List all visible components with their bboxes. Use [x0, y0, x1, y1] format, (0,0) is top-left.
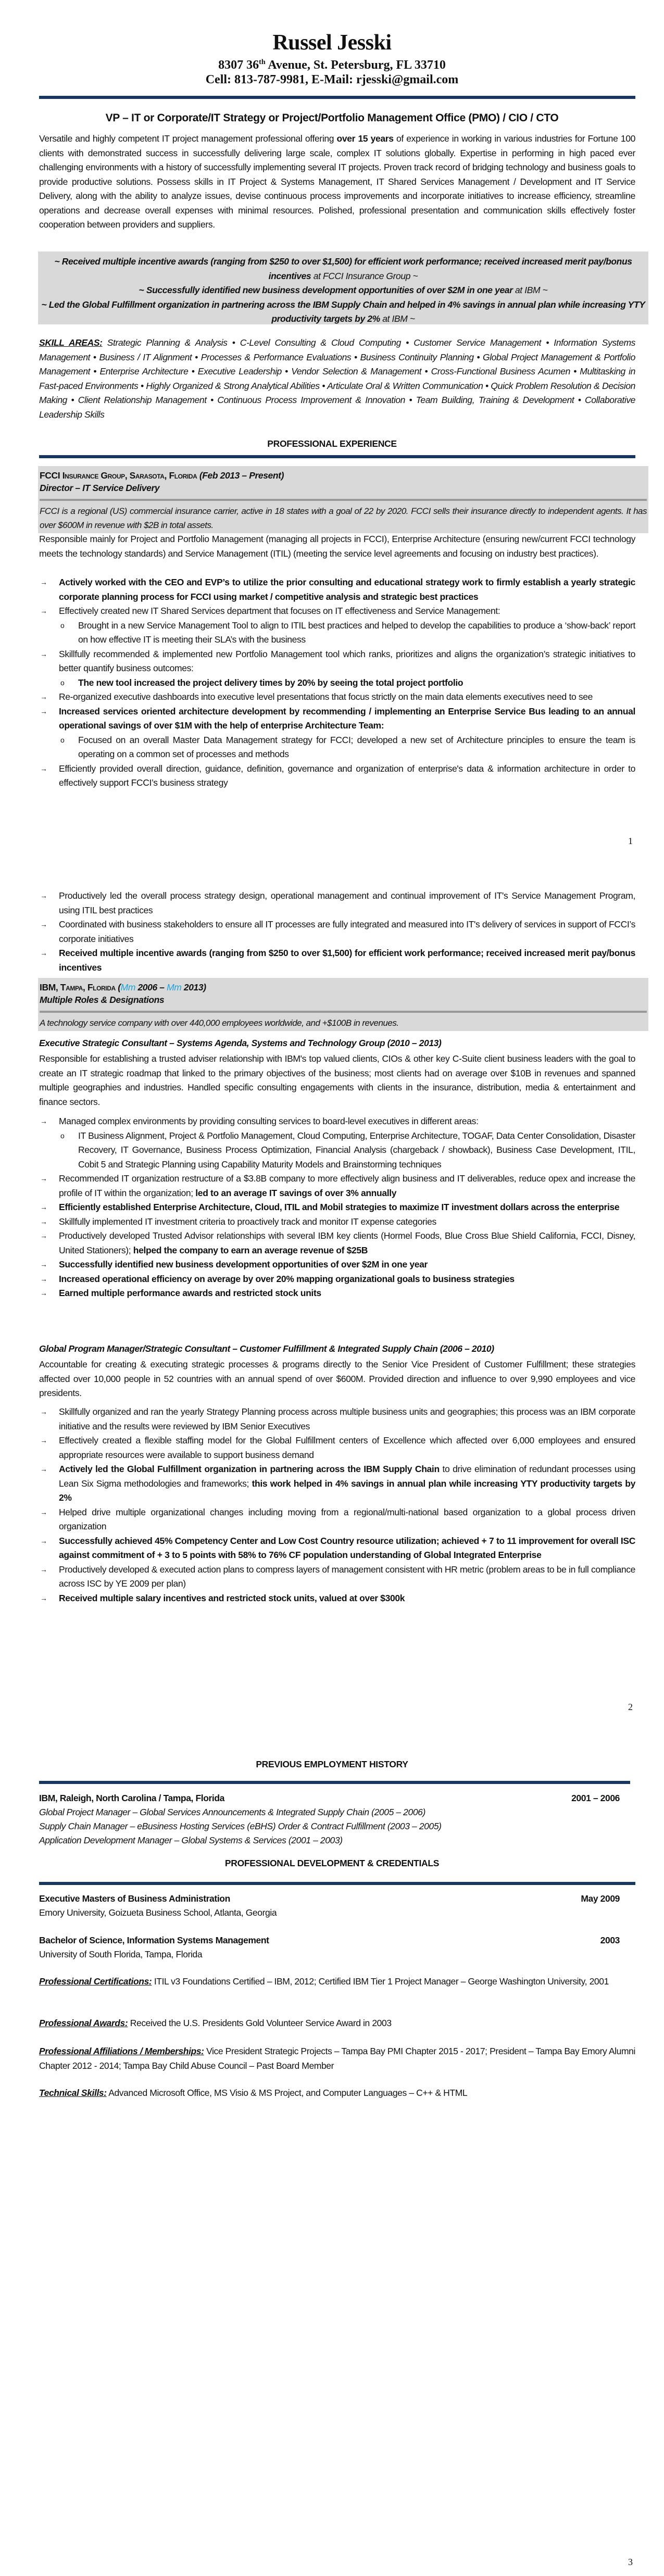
- bullet-item: [39, 1462, 635, 1505]
- arrow-bullet-icon: →: [40, 1465, 47, 1473]
- bullet-item: [39, 1563, 635, 1591]
- bullet-item: [39, 1229, 635, 1258]
- education-item: [39, 1933, 620, 1962]
- skill-areas-label: SKILL AREAS:: [39, 337, 103, 348]
- bullet-item: [39, 690, 635, 705]
- company-separator: [40, 499, 647, 501]
- sub-bullet-list: [59, 676, 635, 690]
- page-number: 2: [628, 1702, 633, 1712]
- role-title: Executive Strategic Consultant – Systems Agenda, Systems and Technology Group (2010 – 2013): [39, 1038, 442, 1048]
- bullet-item: [39, 1172, 635, 1200]
- credential-label: Professional Awards:: [39, 2018, 128, 2028]
- sub-bullet-list: [59, 733, 635, 762]
- month-placeholder: Mm: [120, 982, 135, 992]
- company-description: FCCI is a regional (US) commercial insurance carrier, active in 18 states with a goal of 22 by 2020. FCCI sells their insurance directly to independent agents. It has over $600M in revenue with $2B in total assets.: [40, 506, 647, 530]
- degree: Executive Masters of Business Administration: [39, 1893, 230, 1904]
- page-number: 1: [628, 836, 633, 846]
- previous-role: Supply Chain Manager – eBusiness Hosting Services (eBHS) Order & Contract Fulfillment (2003 – 2005): [39, 1821, 442, 1831]
- arrow-bullet-icon: →: [40, 578, 47, 586]
- bullet-item: [39, 1272, 635, 1287]
- bullet-text-bold: led to an average IT savings of over 3% annually: [195, 1187, 397, 1198]
- arrow-bullet-icon: →: [40, 1260, 47, 1268]
- bullet-text: Skillfully recommended & implemented new Portfolio Management tool which ranks, prioritizes and aligns the organization’s strategic initiatives to better quantify business outcomes:: [59, 648, 635, 673]
- bullet-text-bold: Actively led the Global Fulfillment organization in partnering across the IBM Supply Chain: [59, 1464, 440, 1474]
- skill-areas-list: Strategic Planning & Analysis • C-Level Consulting & Cloud Computing • Customer Service Management • Information Systems Management • Business / IT Alignment • Processes & Performance Evaluations • Business Continuity Planning • Global Project Management & Portfolio Management • Enterprise Architecture • Executive Leadership • Vendor Selection & Management • Cross-Functional Business Acumen • Multitasking in Fast-paced Environments • Highly Organized & Strong Analytical Abilities • Articulate Oral & Written Communication • Quick Problem Resolution & Decision Making • Client Relationship Management • Continuous Process Improvement & Innovation • Team Building, Training & Development • Collaborative Leadership Skills: [39, 337, 635, 420]
- bullet-text: Helped drive multiple organizational changes including moving from a regional/multi-national based organization to a global process driven organization: [59, 1506, 635, 1531]
- arrow-bullet-icon: →: [40, 949, 47, 957]
- sub-bullet-item: [39, 1129, 635, 1172]
- contact-line: Cell: 813-787-9981, E-Mail: rjesski@gmail.com: [205, 73, 459, 86]
- bullet-item: [39, 1405, 635, 1434]
- arrow-bullet-icon: →: [40, 1274, 47, 1283]
- bullet-text: Increased operational efficiency on average by over 20% mapping organizational goals to business strategies: [59, 1273, 515, 1284]
- arrow-bullet-icon: →: [40, 1203, 47, 1211]
- company-description: A technology service company with over 440,000 employees worldwide, and +$100B in revenues.: [40, 1018, 399, 1028]
- section-title-experience: PROFESSIONAL EXPERIENCE: [267, 438, 397, 449]
- company-header-fcci: [38, 466, 648, 533]
- bullet-text: Successfully achieved 45% Competency Center and Low Cost Country resource utilization; achieved + 7 to 11 improvement for overall ISC against commitment of + 3 to 5 points with 58% to 76% CF population understanding of Global Integrated Enterprise: [59, 1535, 635, 1560]
- career-headline: VP – IT or Corporate/IT Strategy or Project/Portfolio Management Office (PMO) / CIO / CTO: [105, 112, 559, 124]
- award-bold: ~ Led the Global Fulfillment organization in partnering across the IBM Supply Chain and helped in 4% savings in annual plan while increasing YTY productivity targets by 2%: [41, 299, 645, 324]
- page-number: 3: [628, 2557, 633, 2567]
- section-divider: [39, 455, 635, 458]
- arrow-bullet-icon: →: [40, 920, 47, 928]
- bullet-text: Coordinated with business stakeholders to ensure all IT processes are fully integrated and measured into IT's delivery of services in support of FCCI’s corporate initiatives: [59, 919, 635, 944]
- award-bold: ~ Successfully identified new business development opportunities of over $2M in one year: [139, 285, 513, 295]
- credential-technical: [39, 2086, 635, 2101]
- bullet-item: [39, 1534, 635, 1563]
- bullet-item: [39, 575, 635, 604]
- award-line: [38, 283, 648, 298]
- bullet-item: [39, 1286, 635, 1301]
- company-name: [40, 469, 647, 482]
- arrow-bullet-icon: →: [40, 1536, 47, 1545]
- degree: Bachelor of Science, Information Systems Management: [39, 1935, 269, 1945]
- circle-bullet-icon: o: [60, 735, 65, 744]
- credential-text: ITIL v3 Foundations Certified – IBM, 2012; Certified IBM Tier 1 Project Manager – George Washington University, 2001: [152, 1976, 609, 1987]
- previous-company: [39, 1791, 620, 1805]
- arrow-bullet-icon: →: [40, 891, 47, 900]
- arrow-bullet-icon: →: [40, 1174, 47, 1183]
- arrow-bullet-icon: →: [40, 764, 47, 773]
- sub-bullet-text: Focused on an overall Master Data Management strategy for FCCI; developed a new set of Architecture principles to ensure the team is operating on a common set of processes and methods: [78, 734, 635, 759]
- sub-bullet-item: [39, 676, 635, 690]
- bullet-text: Re-organized executive dashboards into executive level presentations that focus strictly on the main data elements executives need to see: [59, 692, 593, 702]
- credential-text: Vice President Strategic Projects – Tampa Bay PMI Chapter 2015 - 2017; President – Tampa Bay Emory Alumni Chapter 2012 - 2014; Tampa Bay Child Abuse Council – Past Board Member: [39, 2046, 635, 2071]
- bullet-item: [39, 1505, 635, 1534]
- arrow-bullet-icon: →: [40, 1565, 47, 1574]
- previous-dates: 2001 – 2006: [571, 1793, 620, 1803]
- bullet-text: Earned multiple performance awards and restricted stock units: [59, 1288, 321, 1298]
- bullet-item: [39, 762, 635, 790]
- awards-highlight-box: [38, 252, 648, 324]
- bullet-text: Efficiently provided overall direction, guidance, definition, governance and organization of enterprise's data & information architecture in order to effectively support FCCI’s business strategy: [59, 763, 635, 788]
- fcci-bullets-page2: [39, 889, 635, 975]
- bullet-text: Effectively created a flexible staffing model for the Global Fulfillment centers of Excellence which affected over 6,000 employees and ensured appropriate resources were available to support business demand: [59, 1435, 635, 1460]
- award-place: at IBM ~: [380, 313, 415, 324]
- sub-bullet-text: IT Business Alignment, Project & Portfolio Management, Cloud Computing, Enterprise Architecture, TOGAF, Data Center Consolidation, Disaster Recovery, IT Governance, Business Process Optimization, Financial Analysis (chargeback / showback), Business Case Development, ITIL, Cobit 5 and Strategic Planning using Capability Maturity Models and Brainstorming techniques: [78, 1130, 635, 1170]
- bullet-text: Recommended IT organization restructure of a $3.8B company to more effectively align business and IT deliverables, reduce opex and increase the profile of IT within the organization;: [59, 1173, 635, 1198]
- credential-label: Professional Certifications:: [39, 1976, 152, 1987]
- summary-paragraph: [39, 132, 635, 232]
- credential-awards: [39, 2016, 635, 2031]
- credential-label: Professional Affiliations / Memberships:: [39, 2046, 204, 2056]
- bullet-item: [39, 889, 635, 918]
- company-title: IBM, Tampa, Florida: [40, 982, 116, 992]
- sub-bullet-list: [59, 619, 635, 647]
- bullet-item: [39, 705, 635, 762]
- arrow-bullet-icon: →: [40, 707, 47, 715]
- arrow-bullet-icon: →: [40, 1232, 47, 1240]
- company-header-ibm: [38, 978, 648, 1031]
- award-line: [38, 298, 648, 326]
- bullet-text: Productively developed Trusted Advisor relationships with several IBM key clients (Hormel Foods, Blue Cross Blue Shield California, FCCI, Disney, United Stationers);: [59, 1230, 635, 1255]
- arrow-bullet-icon: →: [40, 1436, 47, 1444]
- sub-bullet-text: The new tool increased the project delivery times by 20% by seeing the total project portfolio: [78, 677, 463, 688]
- award-place: at FCCI Insurance Group ~: [311, 270, 418, 281]
- credential-text: Received the U.S. Presidents Gold Volunteer Service Award in 2003: [128, 2018, 392, 2028]
- circle-bullet-icon: o: [60, 1131, 65, 1140]
- bullet-text: Successfully identified new business development opportunities of over $2M in one year: [59, 1259, 428, 1270]
- bullet-text: Actively worked with the CEO and EVP’s to utilize the prior consulting and educational strategy work to firmly establish a yearly strategic corporate planning process for FCCI using market / competitive analysis and strategic best practices: [59, 577, 635, 602]
- bullet-item: [39, 1591, 635, 1606]
- bullet-item: [39, 1114, 635, 1172]
- skill-areas: [39, 336, 635, 422]
- job-title: Director – IT Service Delivery: [40, 483, 160, 493]
- page-1: [0, 0, 664, 859]
- role-intro: Responsible for establishing a trusted adviser relationship with IBM's top valued clients, CIOs & other key C-Suite client business leaders with the goal to create an IT strategic roadmap that linked to the primary objectives of the business; most clients had on average over $10B in revenues and spanned multiple geographies and industries. Handled specific consulting engagements with clients in the insurance, distribution, media & entertainment and finance sectors.: [39, 1053, 635, 1107]
- company-separator: [40, 1011, 647, 1013]
- page-2: [0, 859, 664, 1718]
- degree-date: 2003: [600, 1935, 620, 1945]
- sub-bullet-item: [39, 733, 635, 762]
- award-bold: ~ Received multiple incentive awards (ranging from $250 to over $1,500) for efficient work performance; received increased merit pay/bonus incentives: [54, 256, 632, 281]
- bullet-item: [39, 1215, 635, 1229]
- bullet-item: [39, 1200, 635, 1215]
- summary-text: Versatile and highly competent IT project management professional offering: [39, 133, 337, 144]
- arrow-bullet-icon: →: [40, 1117, 47, 1125]
- bullet-text: Skillfully organized and ran the yearly Strategy Planning process across multiple business units and geographies; this process was an IBM corporate initiative and the results were reviewed by IBM Senior Executives: [59, 1406, 635, 1431]
- previous-role: Global Project Manager – Global Services Announcements & Integrated Supply Chain (2005 – 2006): [39, 1807, 425, 1817]
- header-divider: [39, 96, 635, 99]
- candidate-name: Russel Jesski: [272, 31, 392, 55]
- sub-bullet-item: [39, 619, 635, 647]
- summary-text-cont: of experience in working in various industries for Fortune 100 clients with demonstrated success in successfully delivering large scale, complex IT solutions globally. Expertise in performing in high paced ever challenging environments with a history of successfully implementing several IT projects. Proven track record of bridging technology and business goals to provide productive solutions. Possess skills in IT Project & Systems Management, IT Shared Services Management / Development and IT Service Delivery, along with the ability to analyze issues, devise continuous process improvements and incorporate initiatives to increase efficiency, streamline operations and decrease overall expenses with minimal resources. Polished, professional presentation and communication skills effectively foster cooperation between providers and suppliers.: [39, 133, 635, 230]
- credential-certifications: [39, 1975, 635, 1989]
- section-divider: [39, 1882, 635, 1885]
- bullet-text: Productively developed & executed action plans to compress layers of management consistent with HR metric (problem areas to be in full compliance across ISC by YE 2009 per plan): [59, 1564, 635, 1589]
- school: University of South Florida, Tampa, Florida: [39, 1949, 203, 1959]
- company-title: FCCI Insurance Group, Sarasota, Florida: [40, 470, 197, 481]
- address-sup: th: [259, 58, 266, 66]
- bullet-item: [39, 946, 635, 975]
- credential-label: Technical Skills:: [39, 2088, 107, 2098]
- fcci-intro: Responsible mainly for Project and Portfolio Management (managing all projects in FCCI), Enterprise Architecture (ensuring new/current FCCI technology meets the technology standards) and Service Management (ITIL) (meeting the service level agreements and focusing on industry best practices).: [39, 534, 635, 559]
- address-street: Avenue, St. Petersburg, FL 33710: [265, 58, 446, 72]
- bullet-text: Increased services oriented architecture development by recommending / implementing an Enterprise Service Bus leading to an annual operational savings of over $1M with the help of enterprise Architecture Team:: [59, 706, 635, 731]
- date-range: 2006 –: [135, 982, 167, 992]
- bullet-text: Received multiple salary incentives and restricted stock units, valued at over $300k: [59, 1592, 405, 1603]
- role-intro: Accountable for creating & executing strategic processes & programs directly to the Senior Vice President of Customer Fulfillment; these strategies affected over 10,000 people in 52 countries with an annual spend of over $600M. Provided direction and influence to over 9,990 employees and vice presidents.: [39, 1359, 635, 1398]
- credential-affiliations: [39, 2044, 635, 2073]
- previous-role: Application Development Manager – Global Systems & Services (2001 – 2003): [39, 1835, 343, 1845]
- sub-bullet-list: [59, 1129, 635, 1172]
- bullet-text: Managed complex environments by providing consulting services to board-level executives in different areas:: [59, 1116, 479, 1126]
- bullet-text: Productively led the overall process strategy design, operational management and continual improvement of IT's Service Management Program, using ITIL best practices: [59, 890, 635, 915]
- fcci-bullets-page1: [39, 575, 635, 790]
- circle-bullet-icon: o: [60, 678, 65, 687]
- date-paren: (: [115, 982, 121, 992]
- page-3: [0, 1718, 664, 2576]
- date-end: 2013): [181, 982, 206, 992]
- bullet-item: [39, 604, 635, 647]
- award-line: [38, 255, 648, 283]
- bullet-item: [39, 1434, 635, 1462]
- role-title: Global Program Manager/Strategic Consultant – Customer Fulfillment & Integrated Supply Chain (2006 – 2010): [39, 1343, 494, 1354]
- bullet-text-bold: helped the company to earn an average revenue of $25B: [133, 1245, 368, 1255]
- company-dates: (Feb 2013 – Present): [197, 470, 284, 481]
- bullet-text: Effectively created new IT Shared Services department that focuses on IT effectiveness and Service Management:: [59, 606, 500, 616]
- month-placeholder: Mm: [167, 982, 182, 992]
- bullet-text: Efficiently established Enterprise Architecture, Cloud, ITIL and Mobil strategies to maximize IT investment dollars across the enterprise: [59, 1202, 620, 1212]
- sub-bullet-text: Brought in a new Service Management Tool to align to ITIL best practices and helped to develop the capabilities to produce a ‘show-back’ report on how effective IT is meeting their SLA’s with the business: [78, 620, 635, 645]
- bullet-text-bold: this work helped in 4% savings in annual plan while increasing YTY productivity targets by 2%: [59, 1478, 635, 1503]
- credential-text: Advanced Microsoft Office, MS Visio & MS Project, and Computer Languages – C++ & HTML: [106, 2088, 468, 2098]
- address: [0, 58, 664, 72]
- role-bullets: [39, 1405, 635, 1605]
- arrow-bullet-icon: →: [40, 1593, 47, 1602]
- bullet-text: Received multiple incentive awards (ranging from $250 to over $1,500) for efficient work performance; received increased merit pay/bonus incentives: [59, 948, 635, 973]
- summary-highlight: over 15 years: [336, 133, 394, 144]
- role-bullets: [39, 1114, 635, 1301]
- arrow-bullet-icon: →: [40, 649, 47, 658]
- bullet-text: Skillfully implemented IT investment criteria to proactively track and monitor IT expense categories: [59, 1216, 436, 1227]
- arrow-bullet-icon: →: [40, 607, 47, 615]
- address-number: 8307 36: [218, 58, 259, 72]
- arrow-bullet-icon: →: [40, 693, 47, 701]
- section-title-credentials: PROFESSIONAL DEVELOPMENT & CREDENTIALS: [224, 1858, 440, 1868]
- section-title-previous: PREVIOUS EMPLOYMENT HISTORY: [256, 1759, 408, 1769]
- arrow-bullet-icon: →: [40, 1408, 47, 1416]
- bullet-item: [39, 1258, 635, 1272]
- circle-bullet-icon: o: [60, 621, 65, 630]
- education-item: [39, 1892, 620, 1920]
- bullet-item: [39, 647, 635, 690]
- education-header: [39, 1933, 620, 1947]
- award-place: at IBM ~: [512, 285, 548, 295]
- company-name: [40, 981, 647, 994]
- section-divider: [39, 1781, 630, 1784]
- arrow-bullet-icon: →: [40, 1507, 47, 1516]
- arrow-bullet-icon: →: [40, 1289, 47, 1297]
- school: Emory University, Goizueta Business School, Atlanta, Georgia: [39, 1907, 277, 1918]
- arrow-bullet-icon: →: [40, 1217, 47, 1226]
- bullet-item: [39, 918, 635, 946]
- bullet-text: to drive elimination of redundant processes using Lean Six Sigma methodologies and frameworks;: [59, 1464, 635, 1489]
- job-title: Multiple Roles & Designations: [40, 995, 165, 1005]
- education-header: [39, 1892, 620, 1906]
- degree-date: May 2009: [581, 1893, 620, 1904]
- previous-company-name: IBM, Raleigh, North Carolina / Tampa, Florida: [39, 1793, 225, 1803]
